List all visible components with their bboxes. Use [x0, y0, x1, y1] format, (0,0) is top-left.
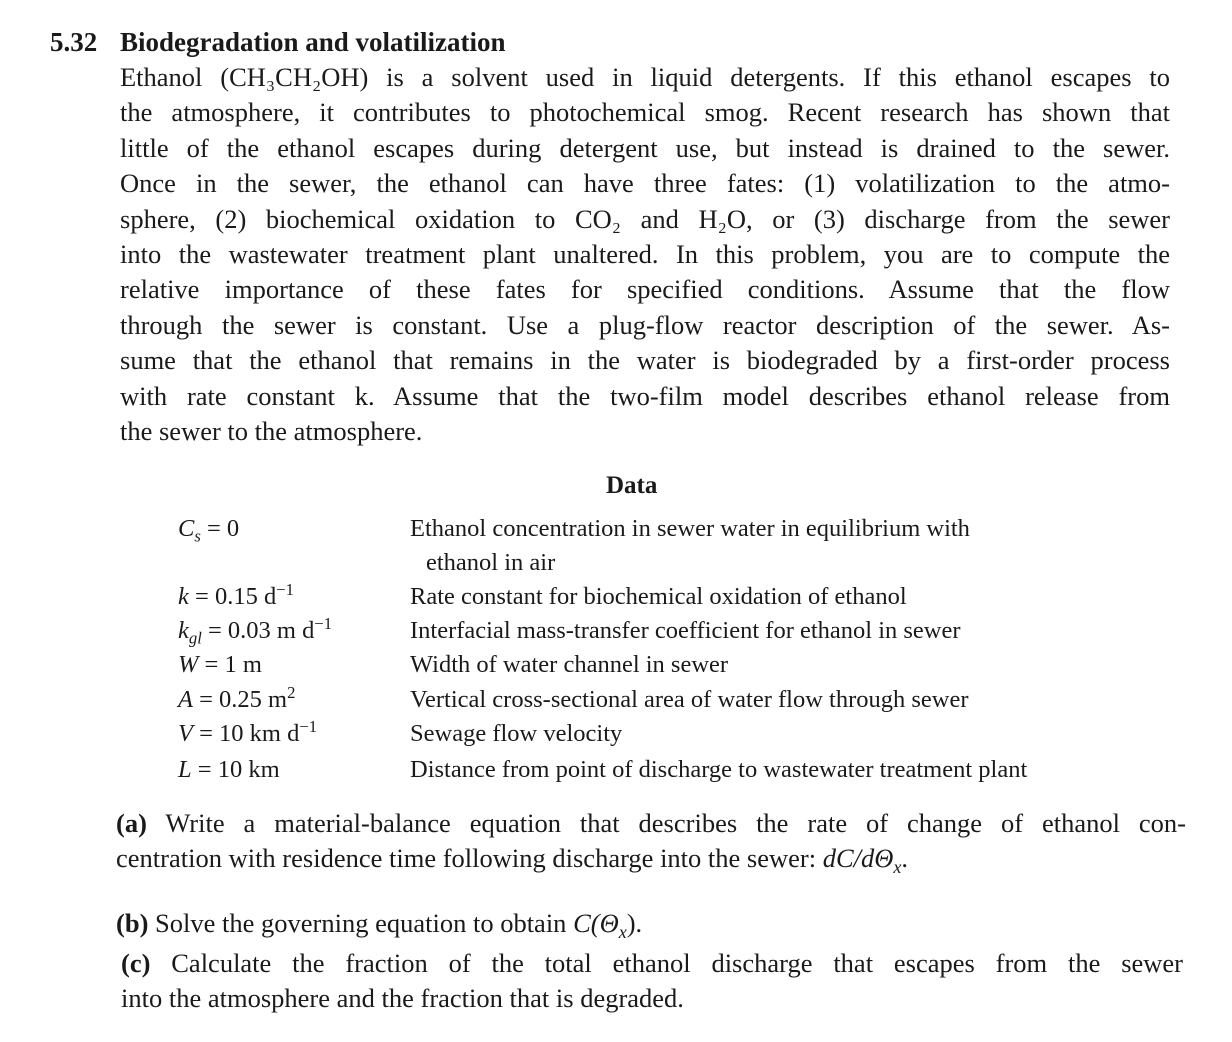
data-heading: Data: [606, 472, 658, 499]
value-exponent: 2: [287, 682, 296, 702]
data-description: Vertical cross-sectional area of water flow through sewer: [410, 686, 969, 713]
data-symbol: [178, 512, 239, 546]
part-text: centration with residence time following discharge into the sewer:: [116, 843, 823, 873]
part-label: (c): [121, 948, 151, 978]
statement-line: sphere, (2) biochemical oxidation to CO₂ and H₂O, or (3) discharge from the sewer: [120, 203, 1170, 234]
sentence-end: .: [901, 843, 909, 873]
problem-title: Biodegradation and volatilization: [120, 27, 506, 57]
part-c: [121, 946, 1183, 1016]
symbol-value: = 0.25 m: [192, 686, 288, 713]
symbol-letter: A: [178, 686, 193, 713]
problem-statement: [120, 60, 1170, 449]
data-symbol: [178, 753, 280, 787]
value-exponent: −1: [276, 579, 294, 599]
data-symbol: [178, 683, 295, 717]
data-description: Distance from point of discharge to wastewater treatment plant: [410, 756, 1028, 783]
symbol-subscript: gl: [188, 628, 202, 648]
problem-number: 5.32: [50, 27, 98, 57]
data-symbol: [178, 717, 317, 751]
statement-line: relative importance of these fates for specified conditions. Assume that the flow: [120, 274, 1170, 305]
part-label: (b): [116, 908, 149, 938]
part-c-line: [121, 946, 1183, 981]
statement-line: into the wastewater treatment plant unaltered. In this problem, you are to compute the: [120, 239, 1170, 270]
part-text: Calculate the fraction of the total ethanol discharge that escapes from the sewer: [150, 948, 1183, 978]
statement-line: Once in the sewer, the ethanol can have three fates: (1) volatilization to the atmo-: [120, 168, 1170, 199]
part-b: [116, 906, 1186, 941]
statement-line: with rate constant k. Assume that the two-film model describes ethanol release from: [120, 380, 1170, 411]
description-continuation: ethanol in air: [426, 549, 556, 576]
value-exponent: −1: [299, 716, 318, 736]
symbol-letter: k: [178, 583, 189, 610]
data-description: Sewage flow velocity: [410, 720, 623, 747]
statement-line: the atmosphere, it contributes to photochemical smog. Recent research has shown that: [120, 97, 1170, 128]
function-expression: C(Θ: [573, 908, 619, 938]
data-symbol: [178, 614, 332, 648]
symbol-value: = 0.15 d: [188, 583, 277, 610]
symbol-letter: L: [178, 756, 192, 783]
symbol-letter: V: [178, 720, 193, 747]
symbol-value: = 0: [200, 515, 240, 542]
statement-line: sume that the ethanol that remains in the water is biodegraded by a first-order process: [120, 345, 1170, 376]
part-label: (a): [116, 808, 147, 838]
derivative-subscript: x: [893, 856, 902, 877]
statement-line: little of the ethanol escapes during detergent use, but instead is drained to the sewer.: [120, 132, 1170, 163]
data-symbol: [178, 580, 294, 614]
part-a: [116, 806, 1186, 876]
part-text: Write a material-balance equation that describes the rate of change of ethanol con-: [146, 808, 1186, 838]
symbol-subscript: s: [194, 526, 201, 546]
data-description: Rate constant for biochemical oxidation of ethanol: [410, 583, 907, 610]
data-symbol: [178, 648, 262, 682]
statement-line: the sewer to the atmosphere.: [120, 416, 423, 447]
part-b-line: [116, 906, 1186, 941]
symbol-value: = 1 m: [198, 651, 262, 678]
symbol-value: = 10 km d: [192, 720, 300, 747]
statement-line: through the sewer is constant. Use a plug-flow reactor description of the sewer. As-: [120, 309, 1170, 340]
function-close: ): [626, 908, 636, 938]
data-description: [410, 512, 970, 580]
symbol-letter: k: [178, 617, 189, 644]
symbol-value: = 0.03 m d: [201, 617, 315, 644]
data-description: Interfacial mass-transfer coefficient for ethanol in sewer: [410, 617, 961, 644]
symbol-letter: W: [178, 651, 199, 678]
symbol-letter: C: [178, 515, 195, 542]
function-subscript: x: [618, 921, 627, 942]
part-text: Solve the governing equation to obtain: [148, 908, 574, 938]
data-description: Width of water channel in sewer: [410, 651, 729, 678]
part-a-line: [116, 841, 1186, 876]
symbol-value: = 10 km: [191, 756, 280, 783]
sentence-end: .: [635, 908, 643, 938]
derivative-expression: dC/dΘ: [822, 843, 894, 873]
description-text: Ethanol concentration in sewer water in equilibrium with: [410, 515, 970, 542]
value-exponent: −1: [314, 613, 333, 633]
part-c-line: into the atmosphere and the fraction that is degraded.: [121, 983, 684, 1013]
part-a-line: [116, 806, 1186, 841]
statement-line: Ethanol (CH₃CH₂OH) is a solvent used in liquid detergents. If this ethanol escapes to: [120, 62, 1170, 92]
